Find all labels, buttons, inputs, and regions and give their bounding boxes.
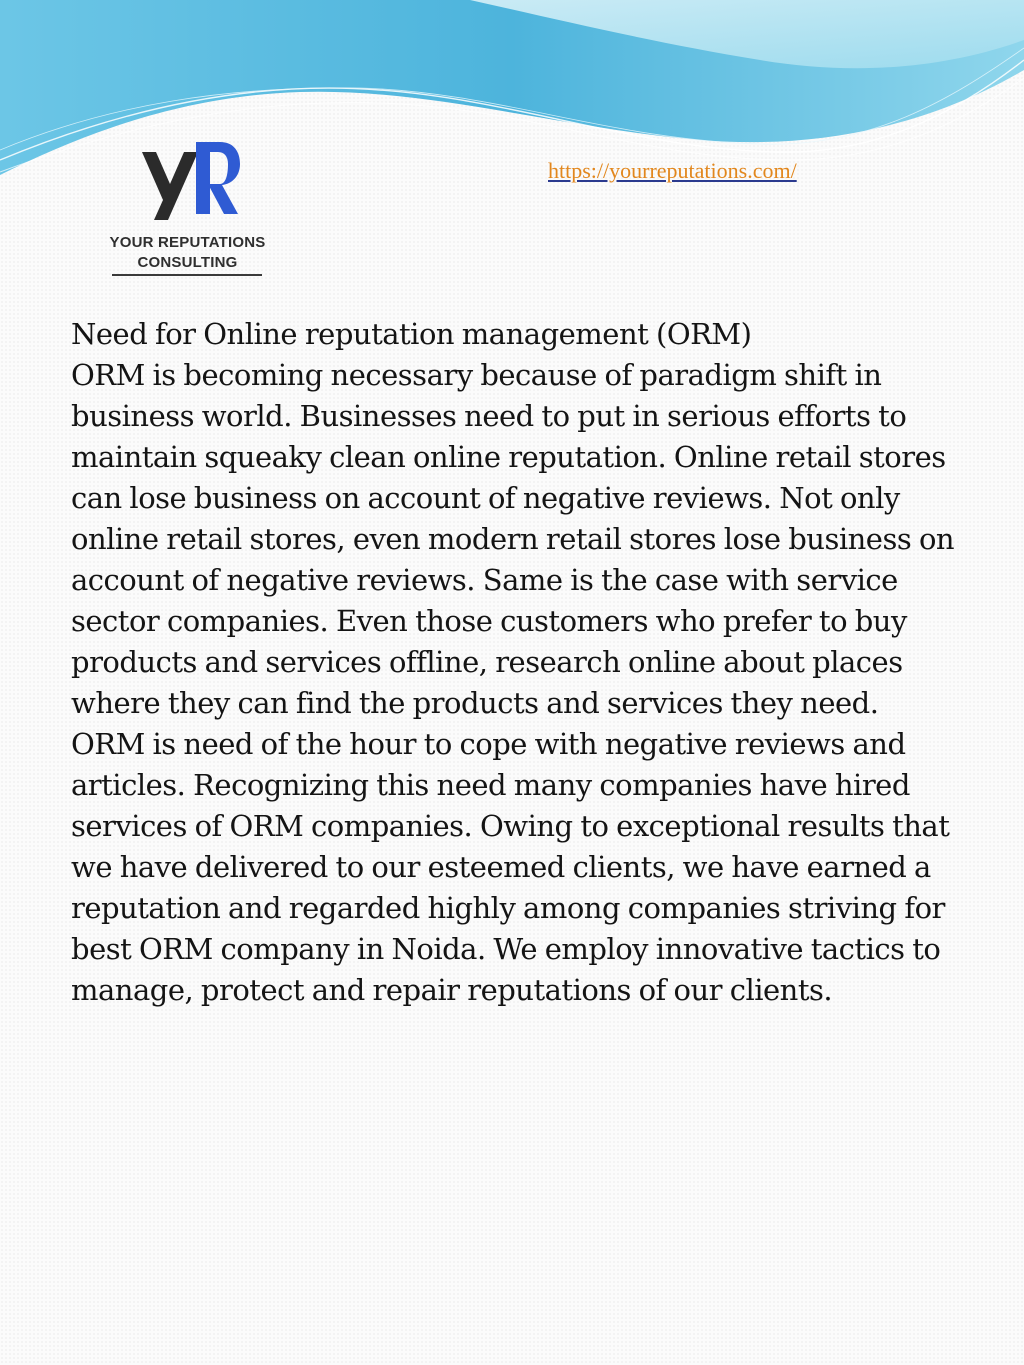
article-body <box>71 314 961 1011</box>
yr-logo-mark <box>140 138 240 223</box>
logo-underline <box>112 274 262 276</box>
website-link[interactable]: https://yourreputations.com/ <box>548 158 797 183</box>
logo-name-line2: CONSULTING <box>137 254 238 271</box>
logo-name-line1: YOUR REPUTATIONS <box>109 234 266 251</box>
article-title: Need for Online reputation management (ORM) <box>71 317 752 351</box>
article-paragraph-2: ORM is need of the hour to cope with negative reviews and articles. Recognizing this need many companies have hired services of ORM companies. Owing to exceptional results that we have delivered to our esteemed clients, we have earned a reputation and regarded highly among companies striving for best ORM company in Noida. We employ innovative tactics to manage, protect and repair reputations of our clients. <box>71 727 950 1007</box>
article-paragraph-1: ORM is becoming necessary because of paradigm shift in business world. Businesses need to put in serious efforts to maintain squeaky clean online reputation. Online retail stores can lose business on account of negative reviews. Not only online retail stores, even modern retail stores lose business on account of negative reviews. Same is the case with service sector companies. Even those customers who prefer to buy products and services offline, research online about places where they can find the products and services they need. <box>71 358 955 720</box>
company-logo <box>100 138 275 280</box>
